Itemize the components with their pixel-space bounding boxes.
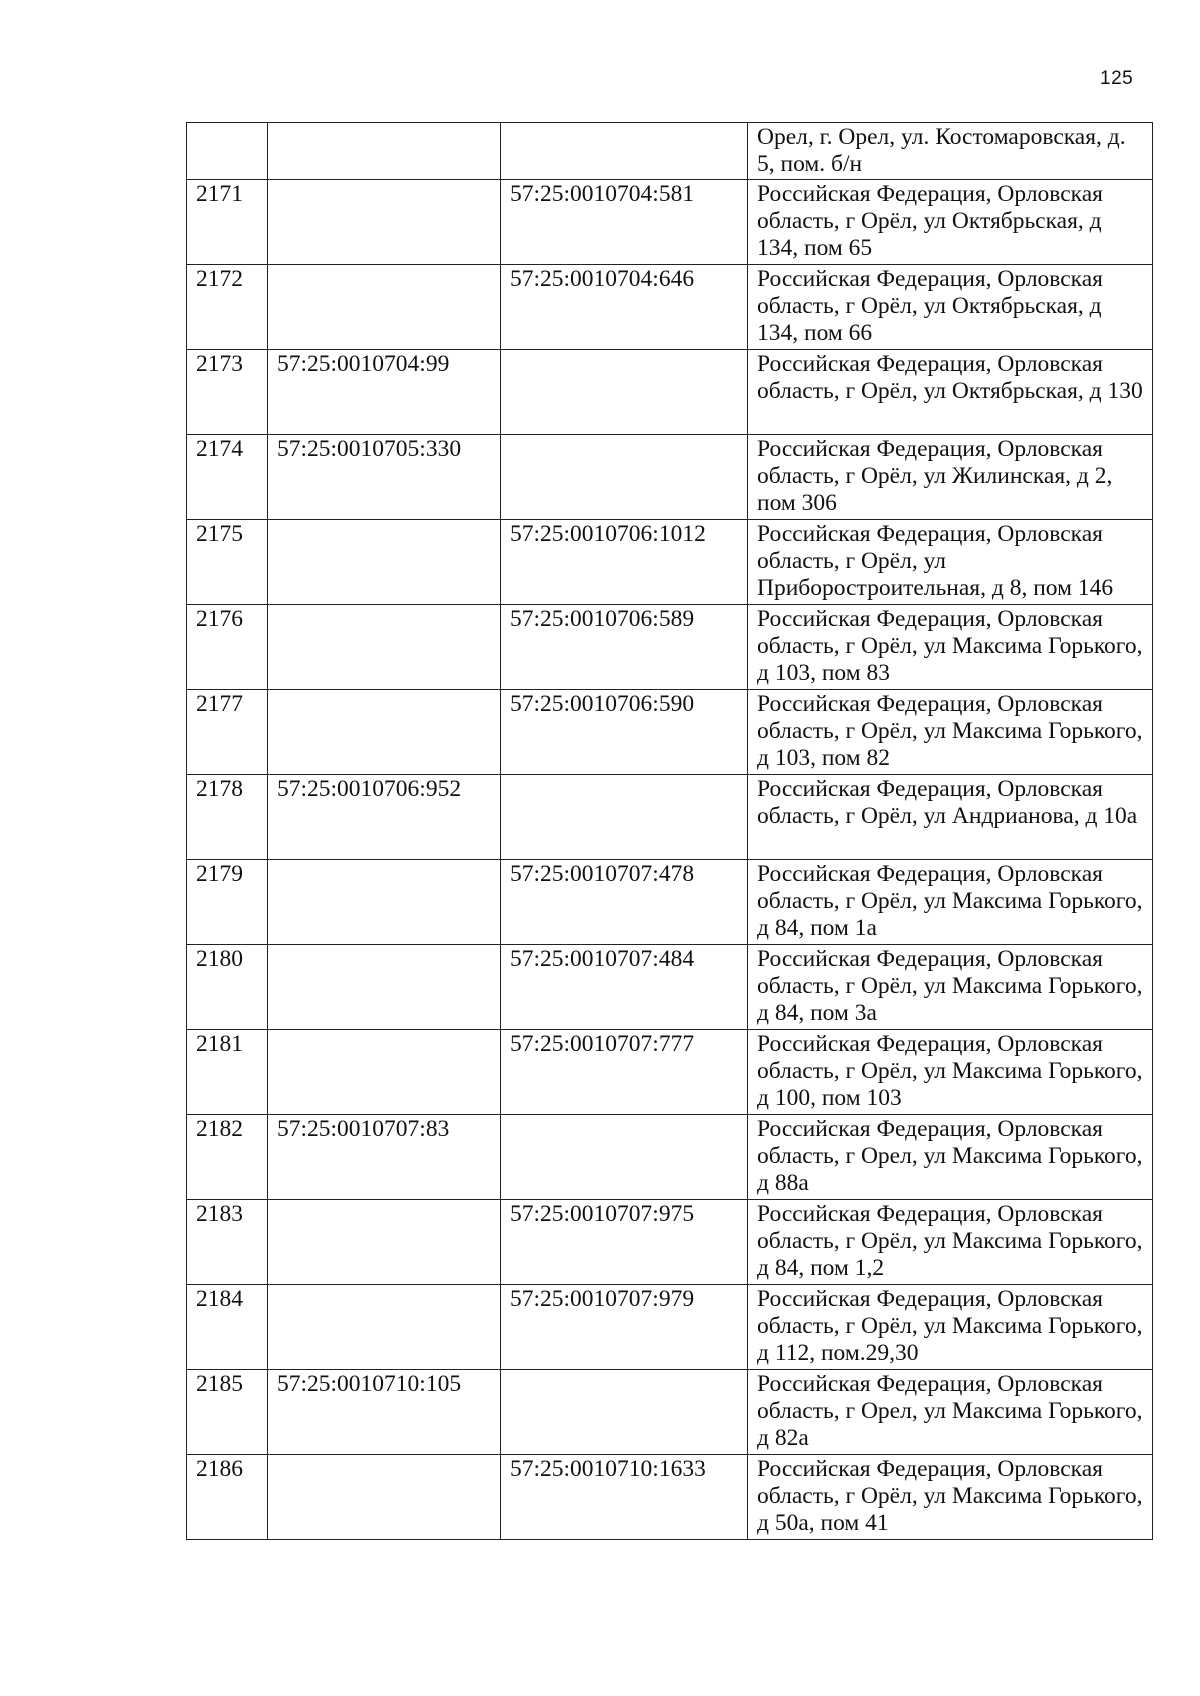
cadastral-number-cell — [268, 690, 501, 775]
row-number-cell: 2182 — [187, 1115, 268, 1200]
cadastral-number-object-cell: 57:25:0010710:1633 — [501, 1455, 748, 1540]
cadastral-number-cell — [268, 265, 501, 350]
cadastral-number-object-cell — [501, 350, 748, 435]
address-cell: Российская Федерация, Орловская область, г Орёл, ул Октябрьская, д 134, пом 66 — [748, 265, 1153, 350]
address-cell: Российская Федерация, Орловская область, г Орёл, ул Максима Горького, д 84, пом 1,2 — [748, 1200, 1153, 1285]
table-row — [187, 690, 1153, 775]
row-number-cell: 2184 — [187, 1285, 268, 1370]
cadastral-number-cell: 57:25:0010705:330 — [268, 435, 501, 520]
address-cell: Российская Федерация, Орловская область, г Орёл, ул Октябрьская, д 130 — [748, 350, 1153, 435]
cadastral-number-cell — [268, 1285, 501, 1370]
cadastral-number-cell — [268, 520, 501, 605]
address-cell: Российская Федерация, Орловская область, г Орёл, ул Максима Горького, д 103, пом 82 — [748, 690, 1153, 775]
cadastral-number-object-cell — [501, 123, 748, 180]
table-row — [187, 180, 1153, 265]
address-cell: Российская Федерация, Орловская область, г Орёл, ул Максима Горького, д 84, пом 3а — [748, 945, 1153, 1030]
cadastral-number-object-cell: 57:25:0010706:589 — [501, 605, 748, 690]
address-cell: Российская Федерация, Орловская область, г Орел, ул Максима Горького, д 82а — [748, 1370, 1153, 1455]
table-row — [187, 605, 1153, 690]
address-cell: Российская Федерация, Орловская область, г Орёл, ул Андрианова, д 10а — [748, 775, 1153, 860]
table-row — [187, 945, 1153, 1030]
table-row — [187, 1200, 1153, 1285]
table-row — [187, 265, 1153, 350]
cadastral-number-cell — [268, 945, 501, 1030]
address-cell: Российская Федерация, Орловская область, г Орёл, ул Максима Горького, д 103, пом 83 — [748, 605, 1153, 690]
cadastral-number-object-cell — [501, 775, 748, 860]
row-number-cell: 2172 — [187, 265, 268, 350]
cadastral-number-cell — [268, 180, 501, 265]
row-number-cell: 2185 — [187, 1370, 268, 1455]
cadastral-number-object-cell: 57:25:0010707:975 — [501, 1200, 748, 1285]
row-number-cell: 2179 — [187, 860, 268, 945]
row-number-cell: 2176 — [187, 605, 268, 690]
table-row — [187, 1285, 1153, 1370]
cadastral-number-cell — [268, 605, 501, 690]
row-number-cell: 2178 — [187, 775, 268, 860]
cadastral-number-object-cell: 57:25:0010707:979 — [501, 1285, 748, 1370]
cadastral-number-object-cell — [501, 435, 748, 520]
cadastral-number-cell: 57:25:0010710:105 — [268, 1370, 501, 1455]
cadastral-number-cell — [268, 860, 501, 945]
table-row — [187, 350, 1153, 435]
address-cell: Российская Федерация, Орловская область, г Орёл, ул Максима Горького, д 50а, пом 41 — [748, 1455, 1153, 1540]
cadastral-number-object-cell: 57:25:0010704:581 — [501, 180, 748, 265]
cadastral-number-object-cell — [501, 1115, 748, 1200]
cadastral-number-cell — [268, 1455, 501, 1540]
registry-table-body — [187, 123, 1153, 1540]
table-row — [187, 1370, 1153, 1455]
property-registry-table — [186, 122, 1153, 1540]
cadastral-number-cell: 57:25:0010706:952 — [268, 775, 501, 860]
address-cell: Российская Федерация, Орловская область, г Орёл, ул Максима Горького, д 84, пом 1а — [748, 860, 1153, 945]
table-row — [187, 435, 1153, 520]
table-row — [187, 520, 1153, 605]
cadastral-number-cell — [268, 1030, 501, 1115]
address-cell: Российская Федерация, Орловская область, г Орёл, ул Октябрьская, д 134, пом 65 — [748, 180, 1153, 265]
row-number-cell: 2180 — [187, 945, 268, 1030]
cadastral-number-cell: 57:25:0010707:83 — [268, 1115, 501, 1200]
table-row — [187, 123, 1153, 180]
row-number-cell: 2171 — [187, 180, 268, 265]
row-number-cell — [187, 123, 268, 180]
cadastral-number-cell — [268, 123, 501, 180]
row-number-cell: 2183 — [187, 1200, 268, 1285]
table-row — [187, 1115, 1153, 1200]
row-number-cell: 2173 — [187, 350, 268, 435]
address-cell: Орел, г. Орел, ул. Костомаровская, д. 5, пом. б/н — [748, 123, 1153, 180]
cadastral-number-object-cell: 57:25:0010707:777 — [501, 1030, 748, 1115]
table-row — [187, 860, 1153, 945]
cadastral-number-object-cell: 57:25:0010706:1012 — [501, 520, 748, 605]
row-number-cell: 2177 — [187, 690, 268, 775]
cadastral-number-object-cell — [501, 1370, 748, 1455]
table-row — [187, 775, 1153, 860]
cadastral-number-object-cell: 57:25:0010706:590 — [501, 690, 748, 775]
row-number-cell: 2174 — [187, 435, 268, 520]
address-cell: Российская Федерация, Орловская область, г Орёл, ул Максима Горького, д 112, пом.29,30 — [748, 1285, 1153, 1370]
cadastral-number-object-cell: 57:25:0010707:478 — [501, 860, 748, 945]
row-number-cell: 2186 — [187, 1455, 268, 1540]
table-row — [187, 1030, 1153, 1115]
address-cell: Российская Федерация, Орловская область, г Орел, ул Максима Горького, д 88а — [748, 1115, 1153, 1200]
address-cell: Российская Федерация, Орловская область, г Орёл, ул Жилинская, д 2, пом 306 — [748, 435, 1153, 520]
cadastral-number-object-cell: 57:25:0010704:646 — [501, 265, 748, 350]
address-cell: Российская Федерация, Орловская область, г Орёл, ул Приборостроительная, д 8, пом 146 — [748, 520, 1153, 605]
cadastral-number-object-cell: 57:25:0010707:484 — [501, 945, 748, 1030]
address-cell: Российская Федерация, Орловская область, г Орёл, ул Максима Горького, д 100, пом 103 — [748, 1030, 1153, 1115]
table-row — [187, 1455, 1153, 1540]
cadastral-number-cell: 57:25:0010704:99 — [268, 350, 501, 435]
cadastral-number-cell — [268, 1200, 501, 1285]
row-number-cell: 2181 — [187, 1030, 268, 1115]
page-number: 125 — [1100, 68, 1134, 89]
row-number-cell: 2175 — [187, 520, 268, 605]
